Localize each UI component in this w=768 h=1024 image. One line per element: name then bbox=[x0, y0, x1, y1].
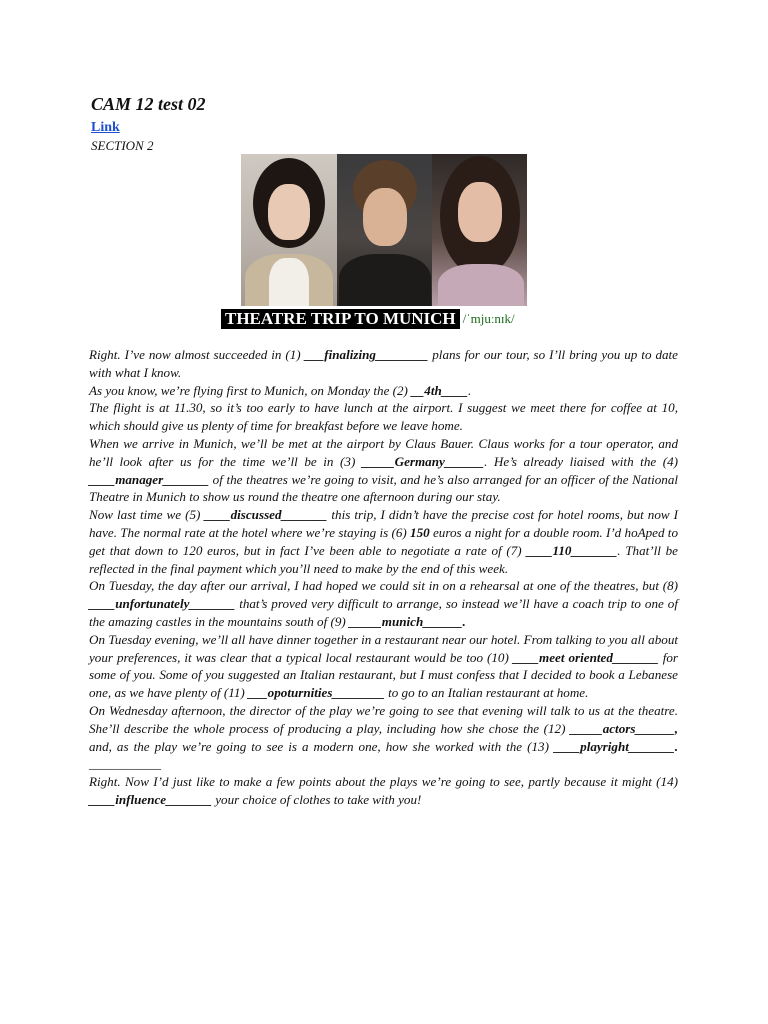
passage-paragraph bbox=[89, 435, 678, 506]
link[interactable]: Link bbox=[91, 120, 120, 135]
passage-paragraph bbox=[89, 702, 678, 773]
passage-text: . He’s already liaised with the (4) bbox=[484, 453, 678, 469]
person-1-photo bbox=[241, 154, 337, 306]
answer-text: ____discussed_______ bbox=[204, 507, 328, 523]
answer-text: ____meet oriented_______ bbox=[512, 649, 659, 665]
passage-text: Now last time we (5) bbox=[89, 507, 205, 523]
passage-paragraph bbox=[89, 577, 678, 630]
passage-text: On Tuesday evening, we’ll all have dinner together in a restaurant near our hotel. From talking to you all about your preferences, it was clear that a typical local restaurant would be too (10) bbox=[89, 631, 678, 665]
section-heading: THEATRE TRIP TO MUNICH bbox=[221, 309, 460, 329]
passage-paragraph bbox=[89, 399, 678, 435]
passage-text: Right. I’ve now almost succeeded in (1) bbox=[89, 347, 305, 362]
passage-text: . That’ll be reflected in the final payment which you’ll need to make by the end of this week. bbox=[89, 542, 678, 576]
passage-text: As you know, we’re flying first to Munich, on Monday the (2) bbox=[89, 382, 412, 398]
photo-strip bbox=[241, 154, 527, 306]
passage-text: to go to an Italian restaurant at home. bbox=[384, 685, 589, 701]
passage-text: your choice of clothes to take with you! bbox=[211, 791, 422, 807]
passage-text: euros a night for a double room. I’d hoAped to get that down to 120 euros, but in fact I’ve been able to negotiate a rate of (7) bbox=[89, 524, 678, 558]
phonetic-transcription: /ˈmjuːnɪk/ bbox=[462, 311, 515, 326]
passage-text: The flight is at 11.30, so it’s too early to have lunch at the airport. I suggest we meet there for coffee at 10, which should give us plenty of time for breakfast before we leave home. bbox=[89, 400, 678, 434]
section-label: SECTION 2 bbox=[91, 138, 154, 153]
passage-text: . bbox=[467, 382, 472, 398]
answer-text: ___finalizing________ bbox=[304, 347, 429, 362]
answer-text: ____unfortunately_______ bbox=[89, 596, 236, 612]
passage-text: On Wednesday afternoon, the director of the play we’re going to see that evening will talk to us at the theatre. She’ll describe the whole process of producing a play, including how she chose the (12) bbox=[89, 702, 678, 736]
passage-text: Right. Now I’d just like to make a few points about the plays we’re going to see, partly because it might (14) bbox=[89, 774, 678, 790]
passage-paragraph bbox=[89, 346, 678, 382]
passage-text: When we arrive in Munich, we’ll be met at the airport by Claus Bauer. Claus works for a tour operator, and he’ll look after us for the time we’ll be in (3) bbox=[89, 435, 678, 469]
answer-text: ____playright_______. bbox=[553, 738, 678, 754]
passage-paragraph bbox=[89, 631, 678, 702]
page-title: CAM 12 test 02 bbox=[91, 94, 206, 114]
passage bbox=[89, 346, 678, 809]
answer-text: 150 bbox=[410, 524, 430, 540]
passage-text: this trip, I didn’t have the precise cost for hotel rooms, but now I have. The normal rate at the hotel where we’re staying is (6) bbox=[89, 507, 678, 540]
passage-text: that’s proved very difficult to arrange, so instead we’ll have a coach trip to one of the amazing castles in the mountains south of (9) bbox=[89, 596, 678, 629]
passage-paragraph bbox=[89, 773, 678, 809]
person-3-photo bbox=[432, 154, 527, 306]
passage-text: of the theatres we’re going to visit, and he’s also arranged for an officer of the National Theatre in Munich to show us round the theatre one afternoon during our stay. bbox=[89, 471, 678, 505]
answer-text: ___opoturnities________ bbox=[248, 685, 385, 701]
passage-text: plans for our tour, so I’ll bring you up to date with what I know. bbox=[89, 347, 678, 380]
passage-text: ___________ bbox=[89, 756, 162, 772]
passage-paragraph bbox=[89, 506, 678, 577]
answer-text: ____influence_______ bbox=[89, 791, 212, 807]
passage-text: for some of you. Some of you suggested an Italian restaurant, but I must confess that I decided to book a Lebanese one, as we have plenty of (11) bbox=[89, 649, 679, 701]
answer-text: __4th____ bbox=[411, 382, 468, 398]
passage-text: On Tuesday, the day after our arrival, I had hoped we could sit in on a rehearsal at one of the theatres, but (8) bbox=[89, 578, 678, 594]
answer-text: _____munich______. bbox=[349, 613, 466, 629]
answer-text: ____manager_______ bbox=[89, 471, 210, 487]
answer-text: _____Germany______ bbox=[361, 453, 485, 469]
passage-paragraph bbox=[89, 382, 678, 400]
passage-text: and, as the play we’re going to see is a modern one, how she worked with the (13) bbox=[89, 738, 554, 754]
heading-row bbox=[221, 309, 515, 329]
answer-text: _____actors______, bbox=[569, 720, 678, 736]
person-2-photo bbox=[337, 154, 432, 306]
answer-text: ____110_______ bbox=[526, 542, 618, 558]
